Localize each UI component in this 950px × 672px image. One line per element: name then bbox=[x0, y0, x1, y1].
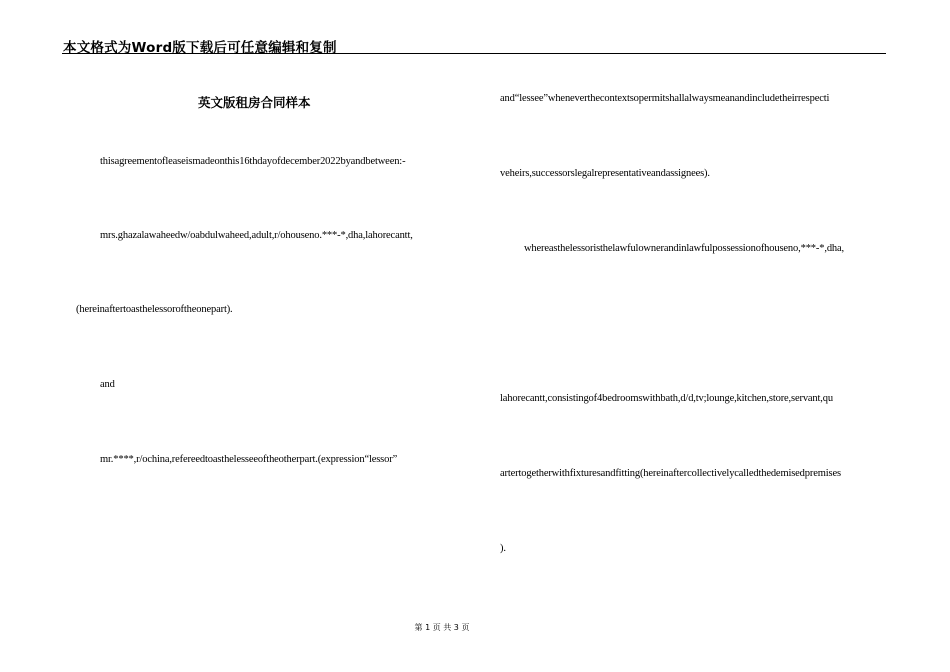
document-header: 本文格式为Word版下载后可任意编辑和复制 bbox=[63, 40, 337, 56]
left-paragraph-line: mrs.ghazalawaheedw/oabdulwaheed,adult,r/ohouseno.***-*,dha,lahorecantt, bbox=[100, 230, 413, 241]
right-paragraph-line: veheirs,successorslegalrepresentativeandassignees). bbox=[500, 168, 710, 179]
page-number: 第 1 页 共 3 页 bbox=[414, 623, 470, 632]
document-title: 英文版租房合同样本 bbox=[198, 95, 311, 110]
left-paragraph-line: and bbox=[100, 379, 115, 390]
left-paragraph-line: mr.****,r/ochina,refereedtoasthelesseeoftheotherpart.(expression“lessor” bbox=[100, 454, 398, 465]
right-paragraph-line: lahorecantt,consistingof4bedroomswithbath,d/d,tv;lounge,kitchen,store,servant,qu bbox=[500, 393, 833, 404]
right-paragraph-line: ). bbox=[500, 543, 506, 554]
right-paragraph-line: and“lessee”wheneverthecontextsopermitshallalwaysmeanandincludetheirrespecti bbox=[500, 93, 830, 104]
header-divider bbox=[62, 53, 886, 54]
right-paragraph-line: artertogetherwithfixturesandfitting(hereinaftercollectivelycalledthedemisedpremises bbox=[500, 468, 841, 479]
right-paragraph-line: whereasthelessoristhelawfulownerandinlawfulpossessionofhouseno,***-*,dha, bbox=[524, 243, 845, 254]
left-paragraph-line: thisagreementofleaseismadeonthis16thdayofdecember2022byandbetween:- bbox=[100, 156, 406, 167]
left-paragraph-line: (hereinaftertoasthelessoroftheonepart). bbox=[76, 304, 233, 315]
